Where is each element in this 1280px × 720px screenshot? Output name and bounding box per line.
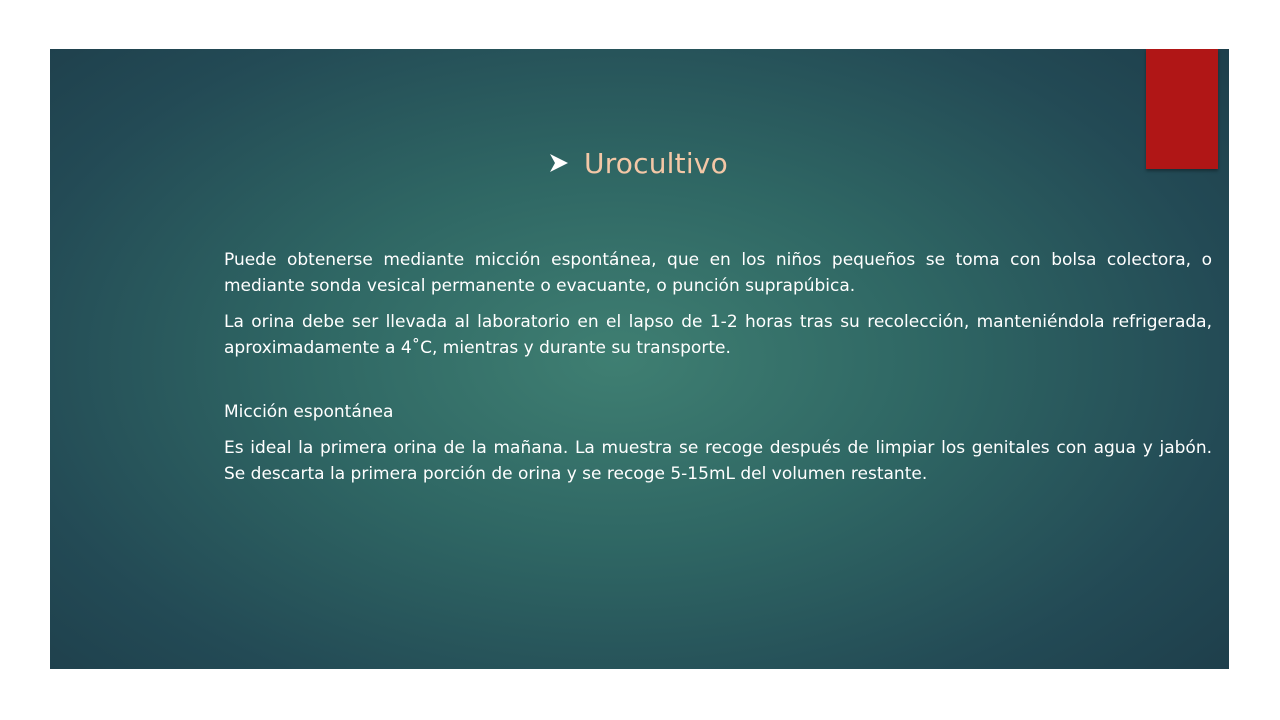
arrowhead-bullet-icon	[548, 152, 570, 174]
slide-title-row	[548, 143, 728, 183]
slide-canvas	[50, 49, 1229, 669]
accent-tab	[1146, 49, 1218, 169]
paragraph-collection-procedure: Es ideal la primera orina de la mañana. La muestra se recoge después de limpiar los genitales con agua y jabón. Se descarta la primera porción de orina y se recoge 5-15mL del volumen restante.	[224, 438, 1212, 484]
slide-title: Urocultivo	[584, 146, 728, 180]
paragraph-transport: La orina debe ser llevada al laboratorio en el lapso de 1-2 horas tras su recolección, manteniéndola refrigerada, aproximadamente a 4˚C, mientras y durante su transporte.	[224, 312, 1212, 358]
paragraph-sampling-methods: Puede obtenerse mediante micción espontánea, que en los niños pequeños se toma con bolsa colectora, o mediante sonda vesical permanente o evacuante, o punción suprapúbica.	[224, 250, 1212, 296]
subheading-spontaneous-micturition: Micción espontánea	[224, 402, 394, 422]
slide-body	[224, 247, 1212, 487]
